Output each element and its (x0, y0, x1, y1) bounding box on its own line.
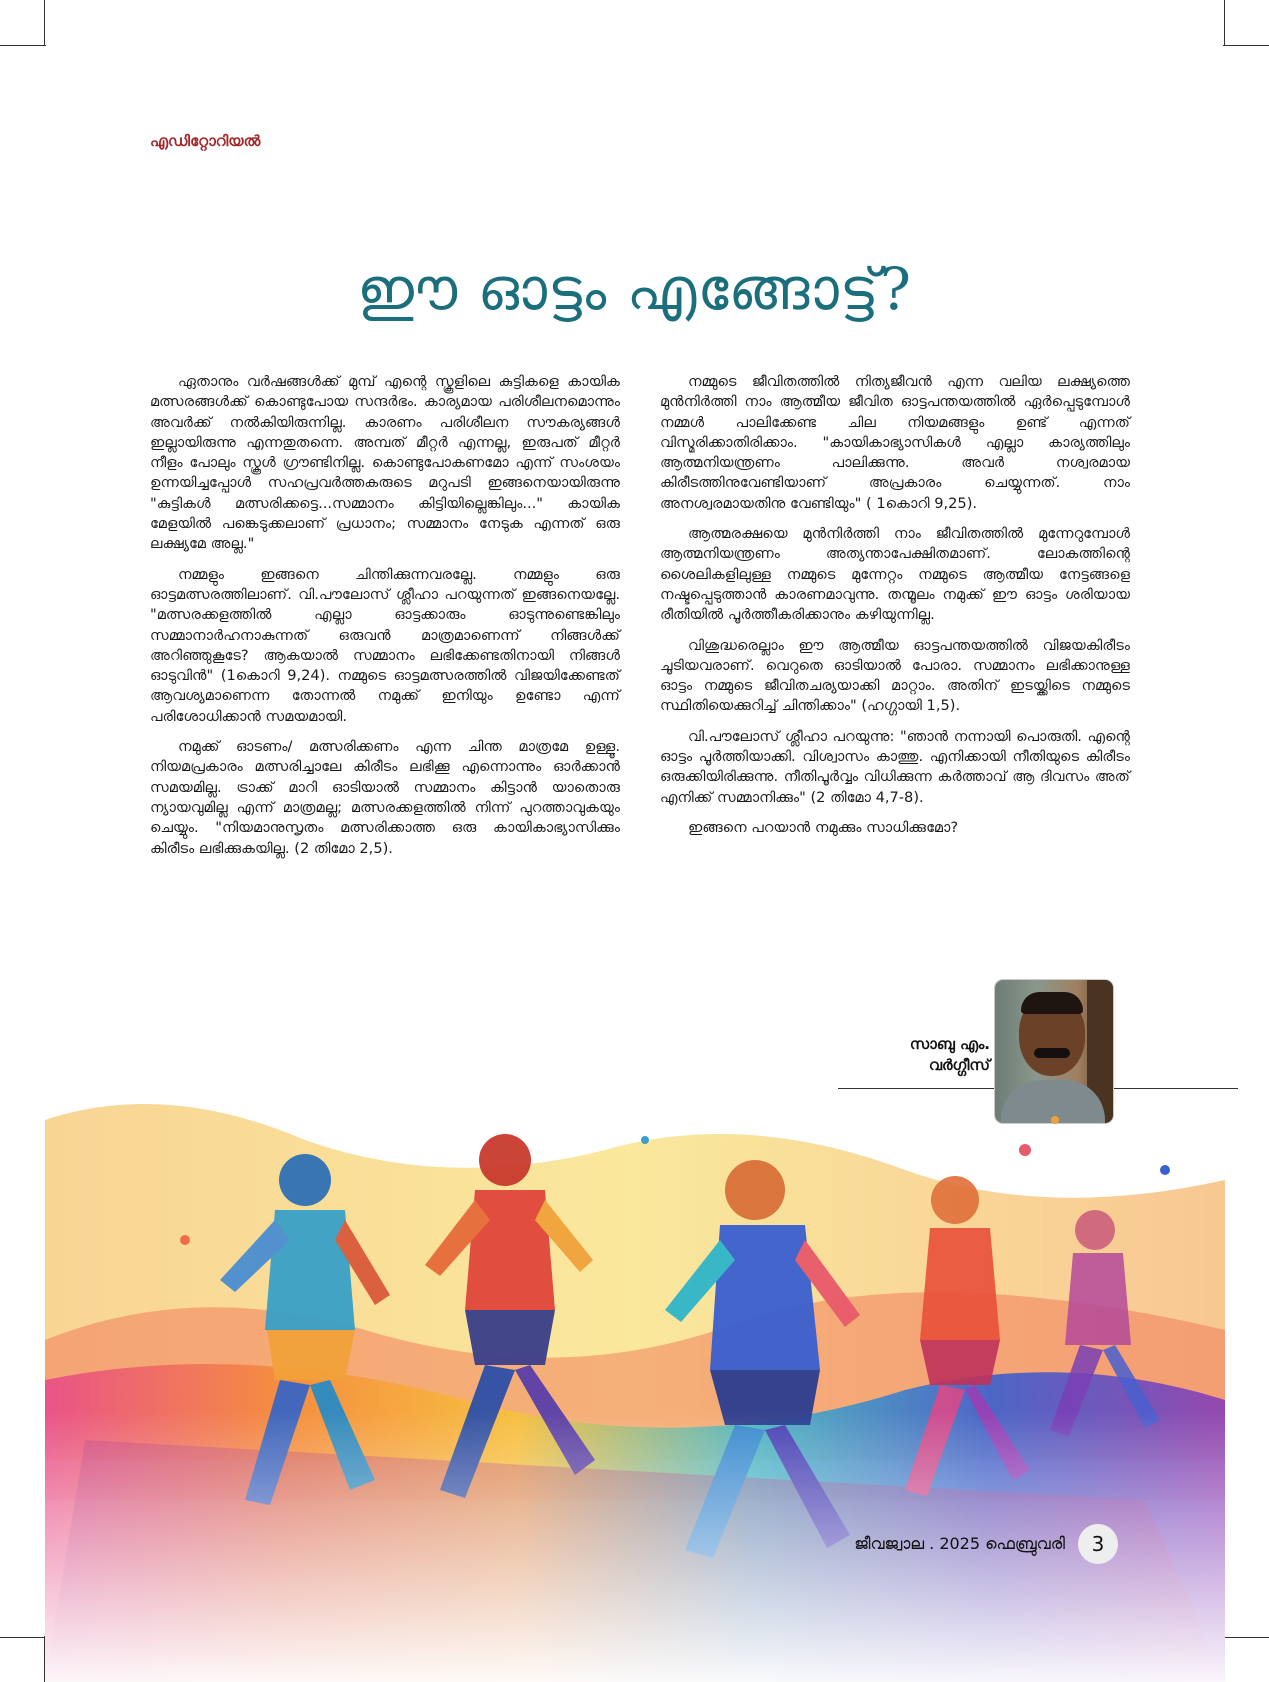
article-column-right (660, 372, 1130, 848)
paragraph: നമ്മുടെ ജീവിതത്തിൽ നിത്യജീവൻ എന്ന വലിയ ലക്ഷ്യത്തെ മുൻനിർത്തി നാം ആത്മീയ ജീവിത ഓട്ടപന്തയത്തിൽ ഏർപ്പെടുമ്പോൾ നമ്മൾ പാലിക്കേണ്ട ചില നിയമങ്ങളും ഉണ്ട് എന്നത് വിസ്മരിക്കാതിരിക്കാം. "കായികാഭ്യാസികൾ എല്ലാ കാര്യത്തിലും ആത്മനിയന്ത്രണം പാലിക്കുന്നു. അവർ നശ്വരമായ കിരീടത്തിനുവേണ്ടിയാണ് അപ്രകാരം ചെയ്യുന്നത്. നാം അനശ്വരമായതിനു വേണ്ടിയും" ( 1കൊറി 9,25). (660, 373, 1130, 512)
paragraph: നമുക്ക് ഓടണം/ മത്സരിക്കണം എന്ന ചിന്ത മാത്രമേ ഉള്ളൂ. നിയമപ്രകാരം മത്സരിച്ചാലേ കിരീടം ലഭിക്കൂ എന്നൊന്നും ഓർക്കാൻ സമയമില്ല. ട്രാക്ക് മാറി ഓടിയാൽ സമ്മാനം കിട്ടാൻ യാതൊരു ന്യായവുമില്ല എന്ന് മാത്രമല്ല; മത്സരക്കളത്തിൽ നിന്ന് പുറത്താവുകയും ചെയ്യും. "നിയമാനുസൃതം മത്സരിക്കാത്ത ഒരു കായികാഭ്യാസിക്കും കിരീടം ലഭിക്കുകയില്ല. (2 തിമോ 2,5). (150, 738, 620, 857)
crop-mark (0, 1637, 46, 1638)
paragraph: വി.പൗലോസ് ശ്ലീഹാ പറയുന്നു: "ഞാൻ നന്നായി പൊരുതി. എന്റെ ഓട്ടം പൂർത്തിയാക്കി. വിശ്വാസം കാത്തു. എനിക്കായി നീതിയുടെ കിരീടം ഒരുക്കിയിരിക്കുന്നു. നീതിപൂർവ്വം വിധിക്കുന്ന കർത്താവ് ആ ദിവസം അത് എനിക്ക് സമ്മാനിക്കും" (2 തിമോ 4,7-8). (660, 727, 1130, 806)
paragraph: ആത്മരക്ഷയെ മുൻനിർത്തി നാം ജീവിതത്തിൽ മുന്നേറുമ്പോൾ ആത്മനിയന്ത്രണം അത്യന്താപേക്ഷിതമാണ്. ലോകത്തിന്റെ ശൈലികളിലുള്ള നമ്മുടെ മുന്നേറ്റം നമ്മുടെ ആത്മീയ നേട്ടങ്ങളെ നഷ്ടപ്പെടുത്താൻ കാരണമാവുന്നു. തന്മൂലം നമുക്ക് ഈ ഓട്ടം ശരിയായ രീതിയിൽ പൂർത്തീകരിക്കാനും കഴിയുന്നില്ല. (660, 525, 1130, 624)
article-column-left (150, 372, 620, 869)
author-name-line2: വർഗ്ഗീസ് (928, 1056, 990, 1074)
paragraph: വിശുദ്ധരെല്ലാം ഈ ആത്മീയ ഓട്ടപന്തയത്തിൽ വിജയകിരീടം ചൂടിയവരാണ്. വെറുതെ ഓടിയാൽ പോരാ. സമ്മാനം ലഭിക്കാനുള്ള ഓട്ടം നമ്മുടെ ജീവിതചര്യയാക്കി മാറ്റാം. അതിന് ഇടയ്ക്കിടെ നമ്മുടെ സ്ഥിതിയെക്കുറിച്ച് ചിന്തിക്കാം" (ഹഗ്ഗായി 1,5). (660, 636, 1130, 715)
author-name-line1: സാബു എം. (909, 1035, 990, 1053)
crop-mark (1224, 0, 1225, 46)
paragraph: ഇങ്ങനെ പറയാൻ നമുക്കും സാധിക്കുമോ? (688, 818, 959, 836)
footer-magazine-name: ജീവജ്വാല . 2025 ഫെബ്രുവരി (854, 1534, 1065, 1553)
section-label: എഡിറ്റോറിയൽ (150, 132, 261, 150)
crop-mark (44, 0, 45, 46)
page-number: 3 (1078, 1524, 1118, 1564)
crop-mark (1223, 1637, 1269, 1638)
page-title: ഈ ഓട്ടം എങ്ങോട്ട്? (356, 255, 913, 323)
paragraph: ഏതാനും വർഷങ്ങൾക്ക് മുമ്പ് എന്റെ സ്കൂളിലെ കുട്ടികളെ കായിക മത്സരങ്ങൾക്ക് കൊണ്ടുപോയ സന്ദർഭം. കാര്യമായ പരിശീലനമൊന്നും അവർക്ക് നൽകിയിരുന്നില്ല. കാരണം പരിശീലന സൗകര്യങ്ങൾ ഇല്ലായിരുന്നു എന്നതുതന്നെ. അമ്പത് മീറ്റർ എന്നല്ല, ഇരുപത് മീറ്റർ നീളം പോലും സ്കൂൾ ഗ്രൗണ്ടിനില്ല. കൊണ്ടുപോകണമോ എന്ന് സംശയം ഉന്നയിച്ചപ്പോൾ സഹപ്രവർത്തകരുടെ മറുപടി ഇങ്ങനെയായിരുന്നു "കുട്ടികൾ മത്സരിക്കട്ടെ...സമ്മാനം കിട്ടിയില്ലെങ്കിലും..." കായിക മേളയിൽ പങ്കെടുക്കലാണ് പ്രധാനം; സമ്മാനം നേടുക എന്നത് ഒരു ലക്ഷ്യമേ അല്ല." (150, 373, 620, 553)
paragraph: നമ്മളും ഇങ്ങനെ ചിന്തിക്കുന്നവരല്ലേ. നമ്മളും ഒരു ഓട്ടമത്സരത്തിലാണ്. വി.പൗലോസ് ശ്ലീഹാ പറയുന്നത് ഇങ്ങനെയല്ലേ. "മത്സരക്കളത്തിൽ എല്ലാ ഓട്ടക്കാരും ഓടുന്നുണ്ടെങ്കിലും സമ്മാനാർഹനാകുന്നത് ഒരുവൻ മാത്രമാണെന്ന് നിങ്ങൾക്ക് അറിഞ്ഞുകൂടേ? ആകയാൽ സമ്മാനം ലഭിക്കേണ്ടതിനായി നിങ്ങൾ ഓടുവിൻ" (1കൊറി 9,24). നമ്മുടെ ഓട്ടമത്സരത്തിൽ വിജയിക്കേണ്ടത് ആവശ്യമാണെന്ന തോന്നൽ നമുക്ക് ഇനിയും ഉണ്ടോ എന്ന് പരിശോധിക്കാൻ സമയമായി. (150, 565, 620, 725)
author-byline (820, 1034, 990, 1076)
runners-illustration (45, 1080, 1225, 1682)
crop-mark (1223, 45, 1269, 46)
crop-mark (0, 45, 46, 46)
